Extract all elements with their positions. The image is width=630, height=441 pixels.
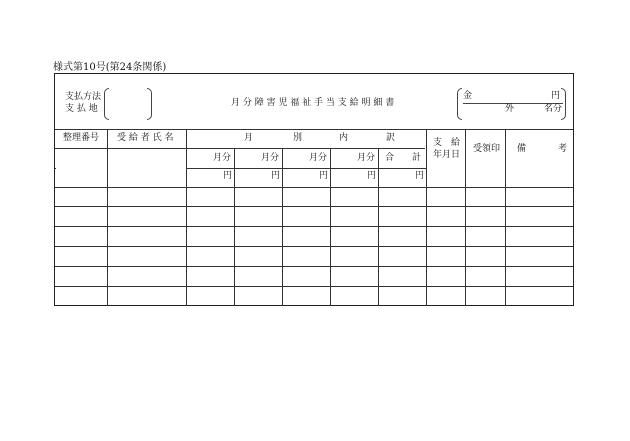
- col-rule-5: [330, 148, 331, 306]
- amount-bracket-right: [561, 88, 566, 120]
- header-breakdown-in: 内: [339, 133, 349, 143]
- total-label-2: 計: [412, 153, 422, 163]
- payment-place-label: 支 払 地: [65, 104, 98, 114]
- form-title: 月 分 障 害 児 福 祉 手 当 支 給 明 細 書: [231, 98, 395, 108]
- row-rule-4: [55, 246, 573, 247]
- yen-unit-2: 円: [271, 171, 281, 181]
- payment-place-bracket-right: [147, 88, 152, 120]
- header-recipient: 受 給 者 氏 名: [117, 133, 174, 143]
- row-rule-5: [55, 266, 573, 267]
- header-breakdown-month: 月: [244, 133, 254, 143]
- payment-method-label: 支払方法: [65, 92, 102, 102]
- col-rule-3: [234, 148, 235, 306]
- header-serial: 整理番号: [63, 133, 100, 143]
- col-rule-6: [378, 148, 379, 306]
- rule-stub: [55, 168, 56, 169]
- col-rule-9: [505, 129, 506, 306]
- col-rule-1: [107, 129, 108, 306]
- col-rule-7: [426, 129, 427, 306]
- total-label-1: 合: [385, 153, 395, 163]
- row-rule-6: [55, 286, 573, 287]
- payment-detail-form: [54, 73, 574, 306]
- col-rule-2: [186, 129, 187, 306]
- row-rule-1: [55, 187, 573, 188]
- header-remarks-1: 備: [517, 144, 527, 154]
- header-breakdown-detail: 訳: [386, 133, 396, 143]
- form-number-label: 様式第10号(第24条関係): [53, 62, 167, 73]
- header-payment-date-1: 支 給: [433, 138, 461, 148]
- yen-unit-5: 円: [415, 171, 425, 181]
- payment-place-bracket-left: [104, 88, 109, 120]
- subheader-row-rule: [186, 168, 426, 169]
- header-row-rule: [55, 148, 425, 149]
- yen-unit-4: 円: [367, 171, 377, 181]
- persons-label: 名分: [544, 104, 563, 114]
- header-remarks-2: 考: [558, 144, 568, 154]
- yen-unit-3: 円: [319, 171, 329, 181]
- month-portion-1: 月分: [213, 153, 232, 163]
- amount-prefix: 金: [463, 91, 473, 101]
- row-rule-3: [55, 226, 573, 227]
- month-portion-4: 月分: [357, 153, 376, 163]
- table-top-rule: [55, 129, 573, 130]
- header-payment-date-2: 年月日: [433, 150, 461, 160]
- month-portion-2: 月分: [261, 153, 280, 163]
- header-seal: 受領印: [473, 144, 501, 154]
- header-breakdown-by: 別: [293, 133, 303, 143]
- col-rule-4: [282, 148, 283, 306]
- month-portion-3: 月分: [309, 153, 328, 163]
- row-rule-2: [55, 206, 573, 207]
- amount-bracket-left: [457, 88, 462, 120]
- outside-label: 外: [505, 104, 515, 114]
- col-rule-8: [465, 129, 466, 306]
- amount-yen: 円: [551, 91, 561, 101]
- yen-unit-1: 円: [223, 171, 233, 181]
